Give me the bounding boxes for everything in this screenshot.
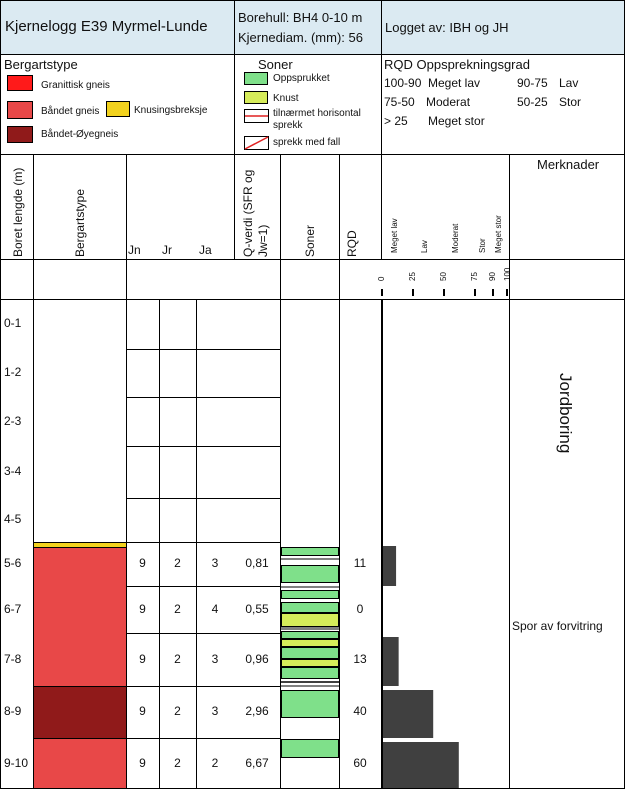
rqd-scale-label: 50 [439,272,448,281]
jr-value: 2 [174,601,181,616]
depth-label: 8-9 [4,704,22,718]
ja-value: 2 [211,755,219,770]
jr-value: 2 [174,556,181,570]
rqd-scale-label: 25 [408,272,417,281]
q-column-header: Q-verdi (SFR og Jw=1) [241,169,270,257]
zones-column-header: Soner [303,224,317,257]
rqd-class-range: 90-75 [517,76,548,90]
rqd-class-header: Moderat [451,223,460,253]
depth-label: 0-1 [4,316,22,330]
core-diameter-label: Kjernediam. (mm): 56 [238,30,363,45]
depth-label: 1-2 [4,365,22,379]
rqd-class-header: Stor [478,238,487,253]
remark-drilling: Jordboring [556,373,575,454]
rqd-class-range: 75-50 [384,95,415,109]
ja-value: 4 [211,601,219,616]
depth-label: 5-6 [4,556,22,570]
rqd-class-range: 50-25 [517,95,548,109]
rqd-scale-label: 0 [377,276,386,281]
rqd-legend-title: RQD Oppsprekningsgrad [384,57,530,72]
rqd-column-header: RQD [345,230,359,257]
page-title: Kjernelogg E39 Myrmel-Lunde [5,18,208,35]
rqd-scale-label: 100 [503,267,512,281]
jn-column-header: Jn [128,243,141,257]
jr-value: 2 [174,755,181,770]
rock-column-header: Bergartstype [73,188,87,257]
depth-label: 7-8 [4,651,22,666]
zone-label-fractured: Oppsprukket [273,73,330,84]
rqd-class-header: Lav [420,240,429,253]
rqd-class-header: Meget lav [390,218,399,253]
q-value: 2,96 [245,704,269,718]
jn-value: 9 [139,704,146,718]
rock-label-banded-augen-gneiss: Båndet-Øyegneis [41,129,119,140]
rock-label-crush-breccia: Knusingsbreksje [134,105,208,116]
rqd-scale-label: 75 [470,272,479,281]
ja-value: 3 [211,556,219,570]
zones-legend-title: Soner [258,57,293,72]
rqd-class-label: Stor [559,95,582,109]
zone-label-crushed: Knust [273,93,299,104]
rqd-value: 11 [353,556,367,570]
jr-value: 2 [174,704,181,718]
depth-label: 4-5 [4,512,22,526]
ja-value: 3 [211,704,219,718]
ja-column-header: Ja [199,243,212,257]
rock-legend-title: Bergartstype [4,57,78,72]
zone-label-dipping-fracture: sprekk med fall [273,137,341,148]
rqd-value: 40 [353,704,367,718]
rqd-value: 0 [356,601,364,616]
depth-label: 6-7 [4,601,22,616]
rqd-scale-label: 90 [488,272,497,281]
rqd-value: 13 [353,651,367,666]
jn-value: 9 [139,601,146,616]
rock-label-granitic-gneiss: Granittisk gneis [41,80,110,91]
q-value: 0,81 [245,556,269,570]
rqd-class-header: Meget stor [494,215,503,253]
borehole-label: Borehull: BH4 0-10 m [238,10,363,25]
jn-value: 9 [139,556,146,570]
remarks-column-header: Merknader [537,157,600,172]
depth-column-header: Boret lengde (m) [11,167,25,257]
q-value: 0,96 [245,651,269,666]
rqd-class-label: Meget stor [428,114,485,128]
zone-label-horizontal-fracture: tilnærmet horisontal sprekk [273,108,361,131]
depth-label: 2-3 [4,413,22,428]
jr-column-header: Jr [162,243,172,257]
q-value: 0,55 [245,601,269,616]
q-value: 6,67 [245,755,269,770]
rqd-class-range: > 25 [384,114,408,128]
jn-value: 9 [139,755,146,770]
rqd-class-label: Lav [559,76,579,90]
ja-value: 3 [211,651,219,666]
depth-label: 9-10 [4,755,29,770]
remark-weathering: Spor av forvitring [512,619,603,633]
rqd-class-label: Moderat [426,95,471,109]
logged-by-label: Logget av: IBH og JH [385,20,509,35]
rqd-class-label: Meget lav [428,76,481,90]
jn-value: 9 [139,651,146,666]
rqd-class-range: 100-90 [384,76,422,90]
rock-label-banded-gneiss: Båndet gneis [41,106,100,117]
rqd-value: 60 [353,755,367,770]
depth-label: 3-4 [4,464,22,478]
jr-value: 2 [174,651,181,666]
